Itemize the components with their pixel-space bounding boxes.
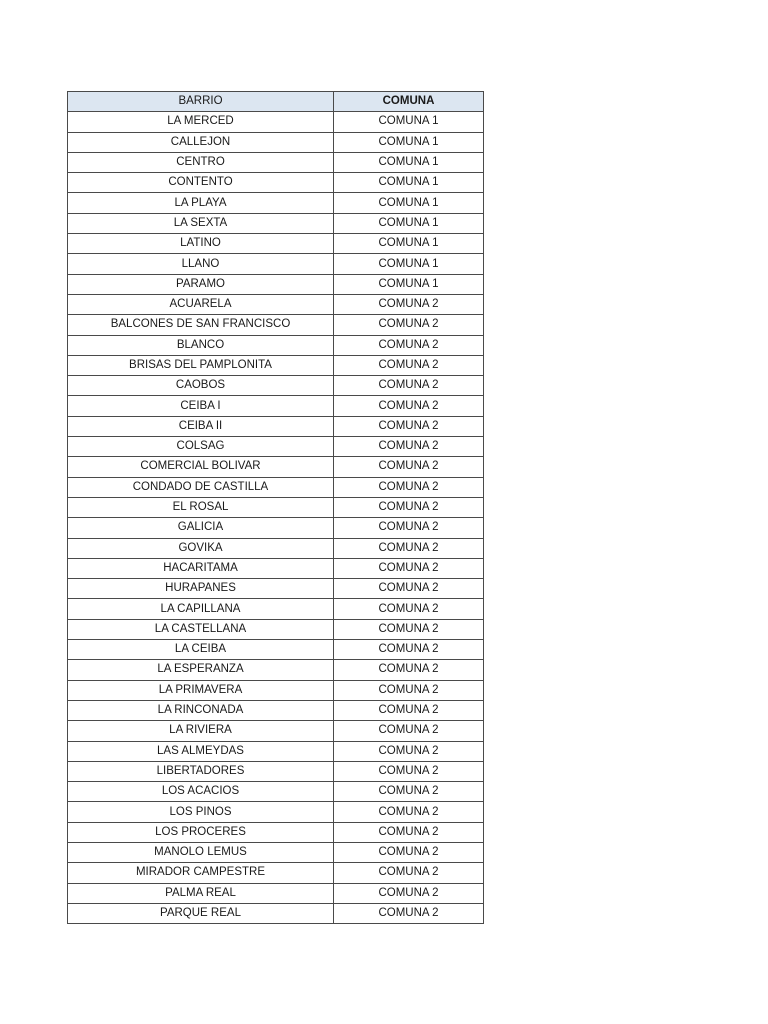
table-row — [68, 518, 484, 538]
table-row — [68, 761, 484, 781]
barrio-cell: LA RINCONADA — [68, 700, 334, 720]
table-row — [68, 294, 484, 314]
comuna-cell: COMUNA 2 — [334, 518, 484, 538]
table-row — [68, 173, 484, 193]
table-row — [68, 335, 484, 355]
table-row — [68, 497, 484, 517]
barrio-cell: CEIBA II — [68, 416, 334, 436]
barrio-cell: LOS PROCERES — [68, 822, 334, 842]
comuna-cell: COMUNA 2 — [334, 680, 484, 700]
comuna-cell: COMUNA 2 — [334, 863, 484, 883]
barrio-cell: PALMA REAL — [68, 883, 334, 903]
table-row — [68, 619, 484, 639]
comuna-cell: COMUNA 1 — [334, 193, 484, 213]
comuna-cell: COMUNA 2 — [334, 883, 484, 903]
table-row — [68, 254, 484, 274]
comuna-cell: COMUNA 1 — [334, 234, 484, 254]
barrio-cell: LA ESPERANZA — [68, 660, 334, 680]
comuna-cell: COMUNA 1 — [334, 112, 484, 132]
comuna-cell: COMUNA 2 — [334, 842, 484, 862]
barrio-cell: MIRADOR CAMPESTRE — [68, 863, 334, 883]
barrio-cell: LA PRIMAVERA — [68, 680, 334, 700]
barrio-cell: LA CAPILLANA — [68, 599, 334, 619]
comuna-cell: COMUNA 2 — [334, 416, 484, 436]
comuna-cell: COMUNA 1 — [334, 173, 484, 193]
table-row — [68, 782, 484, 802]
comuna-cell: COMUNA 2 — [334, 903, 484, 923]
comuna-cell: COMUNA 2 — [334, 619, 484, 639]
table-row — [68, 193, 484, 213]
table-row — [68, 660, 484, 680]
comuna-cell: COMUNA 1 — [334, 254, 484, 274]
comuna-cell: COMUNA 1 — [334, 213, 484, 233]
comuna-cell: COMUNA 2 — [334, 457, 484, 477]
table-row — [68, 579, 484, 599]
table-row — [68, 355, 484, 375]
comuna-cell: COMUNA 2 — [334, 640, 484, 660]
barrio-cell: LA CASTELLANA — [68, 619, 334, 639]
barrio-cell: LA CEIBA — [68, 640, 334, 660]
table-row — [68, 234, 484, 254]
table-row — [68, 903, 484, 923]
barrio-cell: CALLEJON — [68, 132, 334, 152]
comuna-cell: COMUNA 1 — [334, 152, 484, 172]
barrio-cell: LLANO — [68, 254, 334, 274]
comuna-cell: COMUNA 2 — [334, 741, 484, 761]
comuna-cell: COMUNA 2 — [334, 335, 484, 355]
barrio-cell: CONTENTO — [68, 173, 334, 193]
table-row — [68, 883, 484, 903]
barrio-cell: CEIBA I — [68, 396, 334, 416]
barrio-cell: LATINO — [68, 234, 334, 254]
table-row — [68, 112, 484, 132]
table-header — [68, 92, 484, 112]
table-row — [68, 152, 484, 172]
table-row — [68, 599, 484, 619]
header-row — [68, 92, 484, 112]
barrio-cell: LOS PINOS — [68, 802, 334, 822]
barrio-cell: HACARITAMA — [68, 558, 334, 578]
barrio-cell: BLANCO — [68, 335, 334, 355]
table-row — [68, 680, 484, 700]
comuna-cell: COMUNA 2 — [334, 721, 484, 741]
comuna-cell: COMUNA 2 — [334, 437, 484, 457]
barrio-cell: LA RIVIERA — [68, 721, 334, 741]
table-row — [68, 274, 484, 294]
comuna-cell: COMUNA 2 — [334, 802, 484, 822]
table-row — [68, 842, 484, 862]
header-barrio: BARRIO — [68, 92, 334, 112]
barrio-cell: EL ROSAL — [68, 497, 334, 517]
table-row — [68, 213, 484, 233]
barrio-cell: COMERCIAL BOLIVAR — [68, 457, 334, 477]
barrio-cell: LA MERCED — [68, 112, 334, 132]
comuna-cell: COMUNA 2 — [334, 579, 484, 599]
barrio-cell: MANOLO LEMUS — [68, 842, 334, 862]
comuna-cell: COMUNA 1 — [334, 274, 484, 294]
barrio-cell: LA SEXTA — [68, 213, 334, 233]
comuna-cell: COMUNA 2 — [334, 822, 484, 842]
comuna-cell: COMUNA 2 — [334, 538, 484, 558]
barrio-cell: HURAPANES — [68, 579, 334, 599]
barrio-cell: LOS ACACIOS — [68, 782, 334, 802]
table-row — [68, 802, 484, 822]
barrio-cell: ACUARELA — [68, 294, 334, 314]
table-row — [68, 822, 484, 842]
comuna-cell: COMUNA 2 — [334, 477, 484, 497]
table-row — [68, 640, 484, 660]
table-row — [68, 477, 484, 497]
barrio-cell: GOVIKA — [68, 538, 334, 558]
comuna-cell: COMUNA 2 — [334, 396, 484, 416]
table-row — [68, 863, 484, 883]
comuna-cell: COMUNA 2 — [334, 761, 484, 781]
comuna-cell: COMUNA 2 — [334, 315, 484, 335]
barrio-cell: BALCONES DE SAN FRANCISCO — [68, 315, 334, 335]
comuna-cell: COMUNA 2 — [334, 599, 484, 619]
barrio-cell: CONDADO DE CASTILLA — [68, 477, 334, 497]
table-row — [68, 376, 484, 396]
barrio-cell: GALICIA — [68, 518, 334, 538]
table-row — [68, 437, 484, 457]
table-row — [68, 558, 484, 578]
table-row — [68, 721, 484, 741]
comuna-cell: COMUNA 1 — [334, 132, 484, 152]
comuna-cell: COMUNA 2 — [334, 700, 484, 720]
barrio-cell: LIBERTADORES — [68, 761, 334, 781]
table-row — [68, 741, 484, 761]
comuna-cell: COMUNA 2 — [334, 497, 484, 517]
barrio-cell: BRISAS DEL PAMPLONITA — [68, 355, 334, 375]
barrio-cell: PARAMO — [68, 274, 334, 294]
barrios-table — [67, 91, 484, 924]
table-body — [68, 112, 484, 924]
comuna-cell: COMUNA 2 — [334, 558, 484, 578]
barrio-cell: LAS ALMEYDAS — [68, 741, 334, 761]
header-comuna: COMUNA — [334, 92, 484, 112]
table-row — [68, 457, 484, 477]
barrio-cell: COLSAG — [68, 437, 334, 457]
barrio-cell: LA PLAYA — [68, 193, 334, 213]
barrio-cell: CENTRO — [68, 152, 334, 172]
comuna-cell: COMUNA 2 — [334, 782, 484, 802]
barrio-cell: PARQUE REAL — [68, 903, 334, 923]
comuna-cell: COMUNA 2 — [334, 660, 484, 680]
table-row — [68, 132, 484, 152]
table-row — [68, 700, 484, 720]
table-row — [68, 538, 484, 558]
comuna-cell: COMUNA 2 — [334, 294, 484, 314]
table-row — [68, 396, 484, 416]
comuna-cell: COMUNA 2 — [334, 376, 484, 396]
table-row — [68, 315, 484, 335]
comuna-cell: COMUNA 2 — [334, 355, 484, 375]
barrio-cell: CAOBOS — [68, 376, 334, 396]
table-row — [68, 416, 484, 436]
